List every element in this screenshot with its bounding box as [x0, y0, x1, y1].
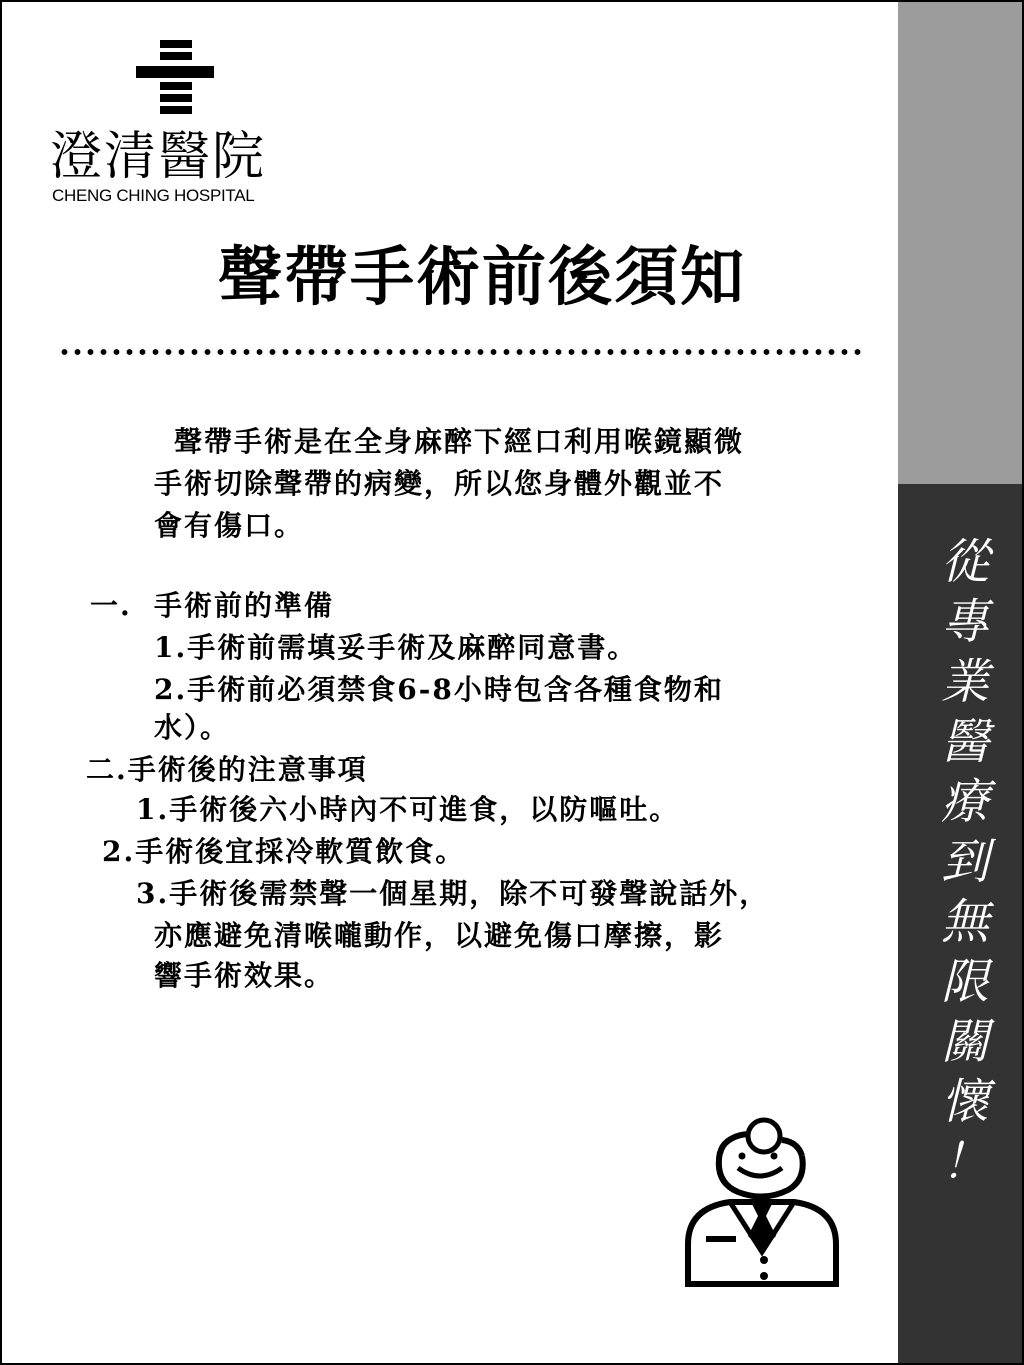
post-item: 亦應避免清喉嚨動作，以避免傷口摩擦，影 [154, 919, 725, 952]
pre-item: 水）。 [154, 711, 231, 744]
slogan-char: 限 [940, 954, 989, 1010]
slogan-char: 從 [940, 534, 989, 590]
section-heading-pre: 手術前的準備 [154, 589, 335, 622]
post-item: 1.手術後六小時內不可進食，以防嘔吐。 [136, 793, 680, 826]
slogan-char: 醫 [940, 714, 989, 770]
sidebar-top-panel [898, 2, 1024, 484]
slogan-char: 專 [940, 594, 989, 650]
sidebar-slogan [932, 532, 998, 1192]
dotted-divider [58, 344, 862, 360]
page-title: 聲帶手術前後須知 [218, 240, 746, 315]
post-item: 2.手術後宜採冷軟質飲食。 [102, 835, 466, 868]
logo-name-english: CHENG CHING HOSPITAL [52, 186, 255, 205]
intro-line: 會有傷口。 [154, 509, 305, 542]
pre-item: 2.手術前必須禁食6-8小時包含各種食物和 [154, 673, 724, 706]
slogan-char: 療 [940, 774, 989, 830]
post-item: 響手術效果。 [154, 959, 335, 992]
intro-line: 手術切除聲帶的病變，所以您身體外觀並不 [154, 467, 725, 500]
slogan-char: 關 [940, 1014, 989, 1070]
slogan-char: 到 [940, 834, 989, 890]
pre-item: 1.手術前需填妥手術及麻醉同意書。 [154, 631, 638, 664]
slogan-char: 懷 [940, 1074, 989, 1130]
logo-name-chinese: 澄清醫院 [50, 127, 267, 187]
slogan-char: ！ [940, 1134, 989, 1190]
intro-line: 聲帶手術是在全身麻醉下經口利用喉鏡顯微 [174, 425, 745, 458]
post-item: 3.手術後需禁聲一個星期，除不可發聲說話外， [136, 877, 770, 910]
section-heading-post: 二.手術後的注意事項 [86, 753, 368, 786]
slogan-char: 無 [940, 894, 989, 950]
doctor-icon [680, 1112, 842, 1292]
hospital-cross-logo-icon [130, 38, 220, 118]
slogan-char: 業 [940, 654, 989, 710]
section-marker: 一. [90, 589, 132, 622]
